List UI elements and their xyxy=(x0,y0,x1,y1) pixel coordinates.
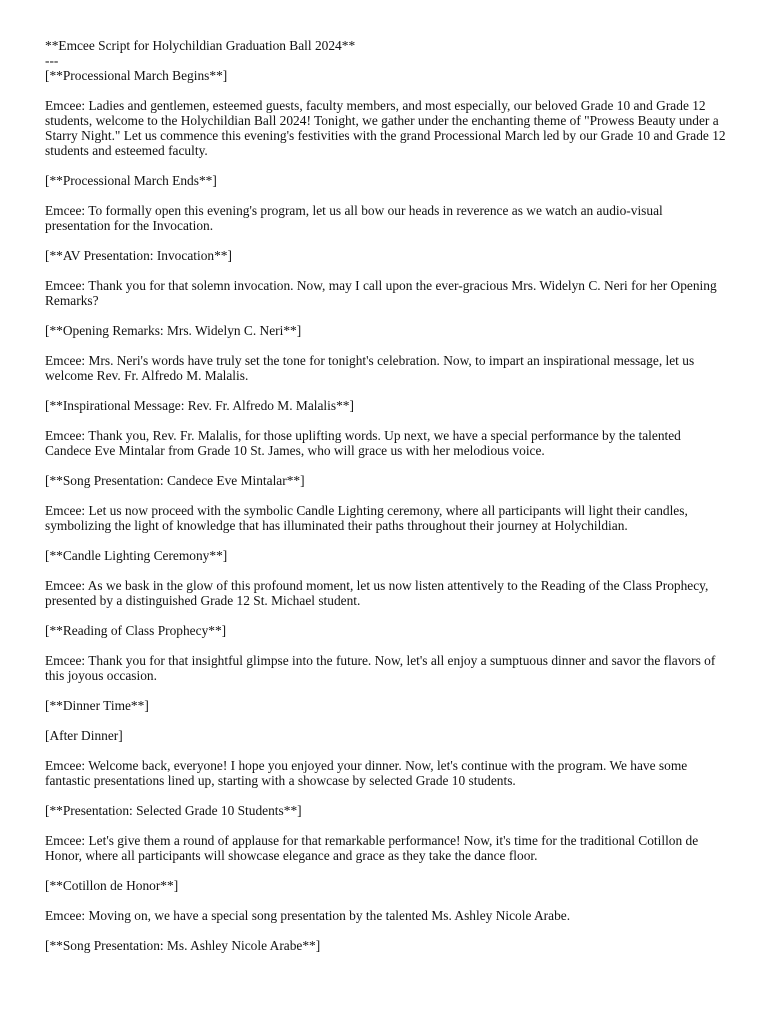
cue-av-invocation: [**AV Presentation: Invocation**] xyxy=(45,248,232,263)
emcee-line-dinner: Emcee: Thank you for that insightful glimpse into the future. Now, let's all enjoy a sumptuous dinner and savor the flavors of this joyous occasion. xyxy=(45,653,716,683)
emcee-line-song-ashley: Emcee: Moving on, we have a special song presentation by the talented Ms. Ashley Nicole Arabe. xyxy=(45,908,571,923)
separator: --- xyxy=(45,53,59,68)
emcee-line-candle-lighting: Emcee: Let us now proceed with the symbolic Candle Lighting ceremony, where all participants will light their candles, symbolizing the light of knowledge that has illuminated their paths throughout their journey at Holychildian. xyxy=(45,503,688,533)
cue-song-candece: [**Song Presentation: Candece Eve Mintalar**] xyxy=(45,473,305,488)
cue-after-dinner: [After Dinner] xyxy=(45,728,123,743)
cue-candle-lighting: [**Candle Lighting Ceremony**] xyxy=(45,548,228,563)
emcee-line-inspirational: Emcee: Mrs. Neri's words have truly set the tone for tonight's celebration. Now, to impart an inspirational message, let us welcome Rev. Fr. Alfredo M. Malalis. xyxy=(45,353,695,383)
emcee-line-song-candece: Emcee: Thank you, Rev. Fr. Malalis, for those uplifting words. Up next, we have a special performance by the talented Candece Eve Mintalar from Grade 10 St. James, who will grace us with her melodious voice. xyxy=(45,428,681,458)
emcee-line-welcome-back: Emcee: Welcome back, everyone! I hope you enjoyed your dinner. Now, let's continue with the program. We have some fantastic presentations lined up, starting with a showcase by selected Grade 10 students. xyxy=(45,758,688,788)
cue-class-prophecy: [**Reading of Class Prophecy**] xyxy=(45,623,227,638)
cue-inspirational-message: [**Inspirational Message: Rev. Fr. Alfredo M. Malalis**] xyxy=(45,398,354,413)
emcee-line-invocation: Emcee: To formally open this evening's program, let us all bow our heads in reverence as we watch an audio-visual presentation for the Invocation. xyxy=(45,203,663,233)
cue-grade10-presentation: [**Presentation: Selected Grade 10 Students**] xyxy=(45,803,302,818)
document-title: **Emcee Script for Holychildian Graduation Ball 2024** xyxy=(45,38,356,53)
emcee-line-opening-remarks: Emcee: Thank you for that solemn invocation. Now, may I call upon the ever-gracious Mrs. Widelyn C. Neri for her Opening Remarks? xyxy=(45,278,717,308)
script-document xyxy=(45,38,727,953)
cue-cotillon: [**Cotillon de Honor**] xyxy=(45,878,179,893)
cue-dinner-time: [**Dinner Time**] xyxy=(45,698,149,713)
cue-opening-remarks: [**Opening Remarks: Mrs. Widelyn C. Neri**] xyxy=(45,323,302,338)
emcee-line-cotillon: Emcee: Let's give them a round of applause for that remarkable performance! Now, it's time for the traditional Cotillon de Honor, where all participants will showcase elegance and grace as they take the dance floor. xyxy=(45,833,699,863)
cue-song-ashley: [**Song Presentation: Ms. Ashley Nicole Arabe**] xyxy=(45,938,321,953)
emcee-line-welcome: Emcee: Ladies and gentlemen, esteemed guests, faculty members, and most especially, our beloved Grade 10 and Grade 12 students, welcome to the Holychildian Ball 2024! Tonight, we gather under the enchanting theme of "Prowess Beauty under a Starry Night." Let us commence this evening's festivities with the grand Processional March led by our Grade 10 and Grade 12 students and esteemed faculty. xyxy=(45,98,726,158)
cue-processional-ends: [**Processional March Ends**] xyxy=(45,173,217,188)
cue-processional-begins: [**Processional March Begins**] xyxy=(45,68,228,83)
emcee-line-class-prophecy: Emcee: As we bask in the glow of this profound moment, let us now listen attentively to the Reading of the Class Prophecy, presented by a distinguished Grade 12 St. Michael student. xyxy=(45,578,709,608)
